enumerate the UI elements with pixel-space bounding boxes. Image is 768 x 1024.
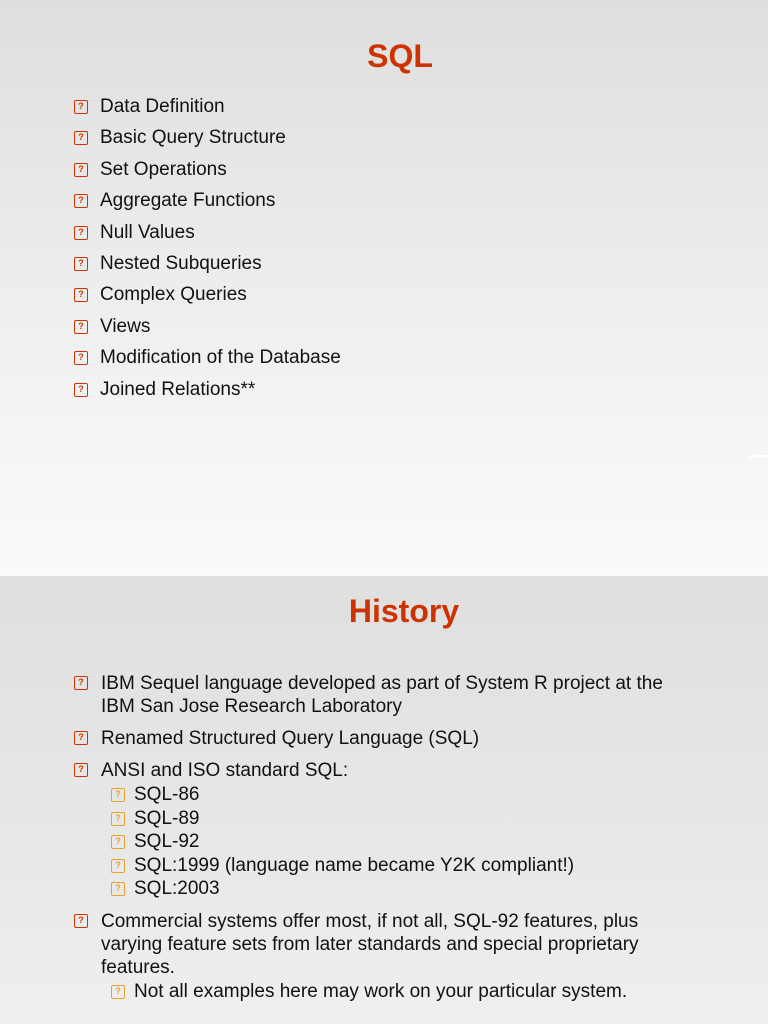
sub-list-item-label: SQL-86 (134, 784, 200, 805)
sub-list-item (111, 980, 694, 1004)
list-item-label: Renamed Structured Query Language (SQL) (101, 728, 480, 749)
slide-history (0, 576, 768, 1024)
sub-list-item-label: SQL:1999 (language name became Y2K compliant!) (134, 854, 575, 876)
sub-bullet-icon: ? (111, 859, 125, 873)
list-item (74, 727, 694, 750)
bullet-icon: ? (74, 320, 88, 334)
list-item (74, 159, 714, 190)
sub-list-item (111, 807, 574, 831)
bullet-icon: ? (74, 383, 88, 397)
sub-bullet-icon: ? (111, 985, 125, 999)
list-item (74, 672, 694, 718)
sub-list-item (111, 830, 574, 854)
bullet-icon: ? (74, 763, 88, 777)
list-item-label: Data Definition (100, 96, 225, 117)
bullet-icon: ? (74, 351, 88, 365)
sub-list-item (111, 783, 574, 807)
list-item-label: Set Operations (100, 158, 227, 180)
list-item (74, 379, 714, 410)
list-item (74, 96, 714, 127)
sub-bullet-icon: ? (111, 812, 125, 826)
bullet-icon: ? (74, 163, 88, 177)
bullet-icon: ? (74, 131, 88, 145)
sub-list-item-label: SQL-92 (134, 831, 200, 852)
list-item (74, 759, 694, 901)
slide-title: SQL (367, 38, 433, 74)
sub-list-item (111, 877, 574, 901)
list-item (74, 284, 714, 315)
list-item-label: Joined Relations** (100, 378, 256, 400)
list-item-label: Commercial systems offer most, if not all, SQL-92 features, plus varying feature sets from later standards and special proprietary features. (101, 910, 639, 978)
history-list (74, 672, 694, 1012)
list-item-label: Views (100, 315, 151, 337)
slide-title: History (348, 593, 460, 629)
list-item-label: ANSI and ISO standard SQL: (101, 760, 349, 781)
sql-standards-list (111, 783, 574, 901)
list-item-label: Aggregate Functions (100, 190, 276, 212)
sub-list-item (111, 854, 574, 878)
bullet-icon: ? (74, 914, 88, 928)
list-item (74, 127, 714, 158)
sub-bullet-icon: ? (111, 882, 125, 896)
sub-bullet-icon: ? (111, 835, 125, 849)
list-item-label: Modification of the Database (100, 347, 341, 369)
list-item-label: IBM Sequel language developed as part of System R project at the IBM San Jose Research Laboratory (101, 673, 663, 717)
list-item-label: Null Values (100, 221, 195, 243)
list-item (74, 222, 714, 253)
sub-list-item-label: SQL-89 (134, 807, 200, 829)
bullet-icon: ? (74, 676, 88, 690)
bullet-icon: ? (74, 731, 88, 745)
list-item (74, 253, 714, 284)
list-item (74, 910, 694, 1004)
list-item (74, 316, 714, 347)
bullet-icon: ? (74, 257, 88, 271)
list-item (74, 190, 714, 221)
list-item-label: Nested Subqueries (100, 252, 262, 274)
bullet-icon: ? (74, 288, 88, 302)
decorative-swoosh (746, 455, 768, 463)
list-item-label: Basic Query Structure (100, 127, 286, 149)
list-item-label: Complex Queries (100, 284, 247, 306)
bullet-icon: ? (74, 194, 88, 208)
bullet-icon: ? (74, 226, 88, 240)
list-item (74, 347, 714, 378)
bullet-icon: ? (74, 100, 88, 114)
sub-bullet-icon: ? (111, 788, 125, 802)
sub-list-item-label: SQL:2003 (134, 878, 220, 899)
sub-list-item-label: Not all examples here may work on your particular system. (134, 980, 628, 1002)
topic-list (74, 96, 714, 410)
caveat-list (111, 980, 694, 1004)
